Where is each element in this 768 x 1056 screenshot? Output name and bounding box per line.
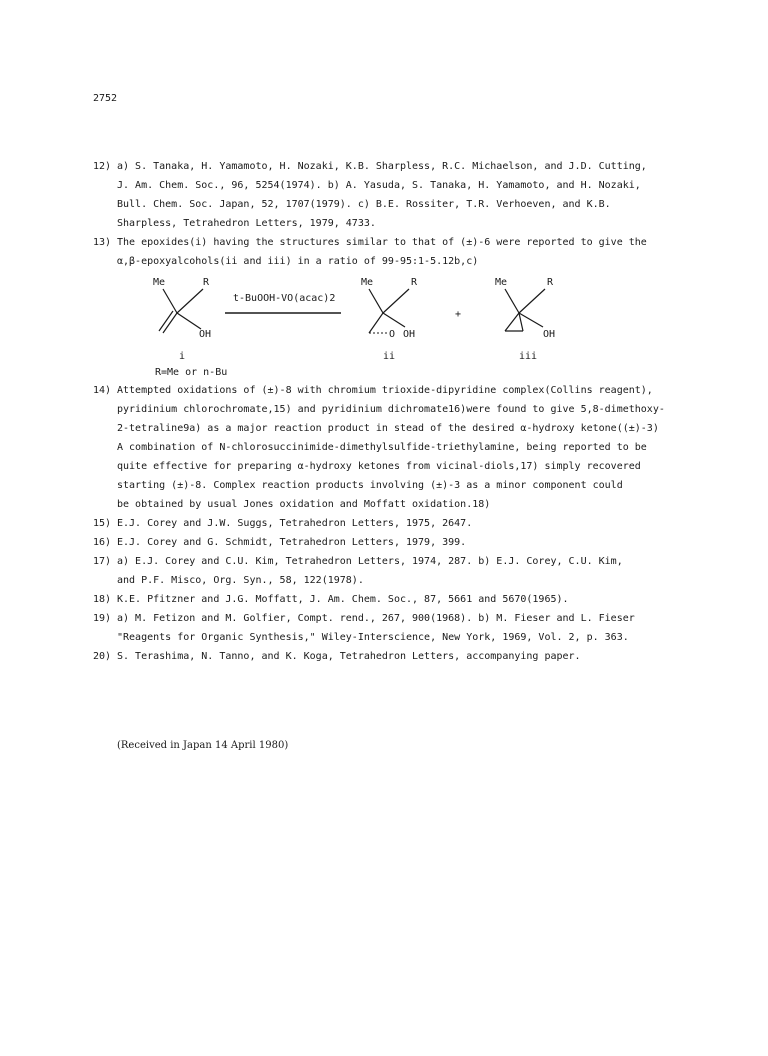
- reference-line: Attempted oxidations of (±)-8 with chromium trioxide-dipyridine complex(Collins reagent),: [117, 385, 653, 396]
- reference-line: α,β-epoxyalcohols(ii and iii) in a ratio of 99-95:1-5.12b,c): [117, 256, 479, 267]
- reference-line: a) M. Fetizon and M. Golfier, Compt. rend., 267, 900(1968). b) M. Fieser and L. Fieser: [117, 613, 635, 624]
- r-label: R: [203, 277, 210, 288]
- reference-14: [93, 381, 673, 514]
- reference-number: 20): [93, 651, 112, 662]
- me-label: Me: [153, 277, 166, 288]
- compound-label-ii: ii: [383, 351, 396, 362]
- bond: [369, 289, 383, 313]
- bond: [505, 289, 519, 313]
- r-definition: R=Me or n-Bu: [155, 367, 228, 378]
- reference-line: J. Am. Chem. Soc., 96, 5254(1974). b) A. Yasuda, S. Tanaka, H. Yamamoto, and H. Nozaki,: [117, 180, 641, 191]
- received-date: (Received in Japan 14 April 1980): [117, 740, 289, 751]
- o-label: O: [389, 329, 396, 340]
- reaction-scheme: [93, 271, 673, 381]
- reference-13: [93, 233, 673, 271]
- structure-iii: [495, 277, 555, 362]
- reference-line: quite effective for preparing α-hydroxy ketones from vicinal-diols,17) simply recovered: [117, 461, 641, 472]
- structure-ii: [361, 277, 418, 362]
- reference-19: [93, 609, 673, 647]
- reference-number: 16): [93, 537, 112, 548]
- reference-number: 18): [93, 594, 112, 605]
- reference-number: 17): [93, 556, 112, 567]
- reference-number: 19): [93, 613, 112, 624]
- compound-label-i: i: [179, 351, 186, 362]
- bond: [177, 289, 203, 313]
- reference-line: starting (±)-8. Complex reaction products involving (±)-3 as a minor component could: [117, 480, 623, 491]
- bond: [519, 289, 545, 313]
- page-number: 2752: [93, 93, 118, 104]
- reference-number: 14): [93, 385, 112, 396]
- reference-number: 13): [93, 237, 112, 248]
- reference-line: pyridinium chlorochromate,15) and pyridinium dichromate16)were found to give 5,8-dimethoxy-: [117, 404, 665, 415]
- bond: [519, 313, 523, 331]
- reference-number: 12): [93, 161, 112, 172]
- r-label: R: [411, 277, 418, 288]
- reaction-scheme-svg: [93, 271, 673, 381]
- plus-sign: +: [455, 309, 462, 320]
- bond: [163, 289, 177, 313]
- reference-line: 2-tetraline9a) as a major reaction product in stead of the desired α-hydroxy ketone((±)-3): [117, 423, 659, 434]
- reference-16: [93, 533, 673, 552]
- structure-i: [153, 277, 227, 378]
- references-list: [93, 157, 673, 666]
- oh-label: OH: [543, 329, 556, 340]
- reaction-arrow: [225, 293, 341, 313]
- reference-17: [93, 552, 673, 590]
- reference-line: A combination of N-chlorosuccinimide-dimethylsulfide-triethylamine, being reported to be: [117, 442, 647, 453]
- bond: [383, 289, 409, 313]
- reference-line: E.J. Corey and J.W. Suggs, Tetrahedron Letters, 1975, 2647.: [117, 518, 473, 529]
- bond: [519, 313, 543, 327]
- reference-line: K.E. Pfitzner and J.G. Moffatt, J. Am. Chem. Soc., 87, 5661 and 5670(1965).: [117, 594, 569, 605]
- reference-line: Bull. Chem. Soc. Japan, 52, 1707(1979). c) B.E. Rossiter, T.R. Verhoeven, and K.B.: [117, 199, 611, 210]
- reference-line: Sharpless, Tetrahedron Letters, 1979, 4733.: [117, 218, 376, 229]
- reference-line: a) E.J. Corey and C.U. Kim, Tetrahedron Letters, 1974, 287. b) E.J. Corey, C.U. Kim,: [117, 556, 623, 567]
- reference-line: The epoxides(i) having the structures similar to that of (±)-6 were reported to give the: [117, 237, 647, 248]
- bond: [177, 313, 201, 329]
- reference-number: 15): [93, 518, 112, 529]
- reference-line: be obtained by usual Jones oxidation and Moffatt oxidation.18): [117, 499, 491, 510]
- r-label: R: [547, 277, 554, 288]
- oh-label: OH: [199, 329, 212, 340]
- oh-label: OH: [403, 329, 416, 340]
- reference-line: and P.F. Misco, Org. Syn., 58, 122(1978).: [117, 575, 364, 586]
- reference-line: S. Terashima, N. Tanno, and K. Koga, Tetrahedron Letters, accompanying paper.: [117, 651, 581, 662]
- me-label: Me: [361, 277, 374, 288]
- bond: [369, 313, 383, 333]
- reference-15: [93, 514, 673, 533]
- me-label: Me: [495, 277, 508, 288]
- bond: [505, 313, 519, 331]
- reference-20: [93, 647, 673, 666]
- reference-line: a) S. Tanaka, H. Yamamoto, H. Nozaki, K.B. Sharpless, R.C. Michaelson, and J.D. Cutting,: [117, 161, 647, 172]
- reference-18: [93, 590, 673, 609]
- bond: [383, 313, 405, 327]
- reference-line: E.J. Corey and G. Schmidt, Tetrahedron Letters, 1979, 399.: [117, 537, 467, 548]
- reference-12: [93, 157, 673, 233]
- reagent-label: t-BuOOH-VO(acac)2: [233, 293, 336, 304]
- compound-label-iii: iii: [519, 351, 538, 362]
- reference-line: "Reagents for Organic Synthesis," Wiley-Interscience, New York, 1969, Vol. 2, p. 363.: [117, 632, 629, 643]
